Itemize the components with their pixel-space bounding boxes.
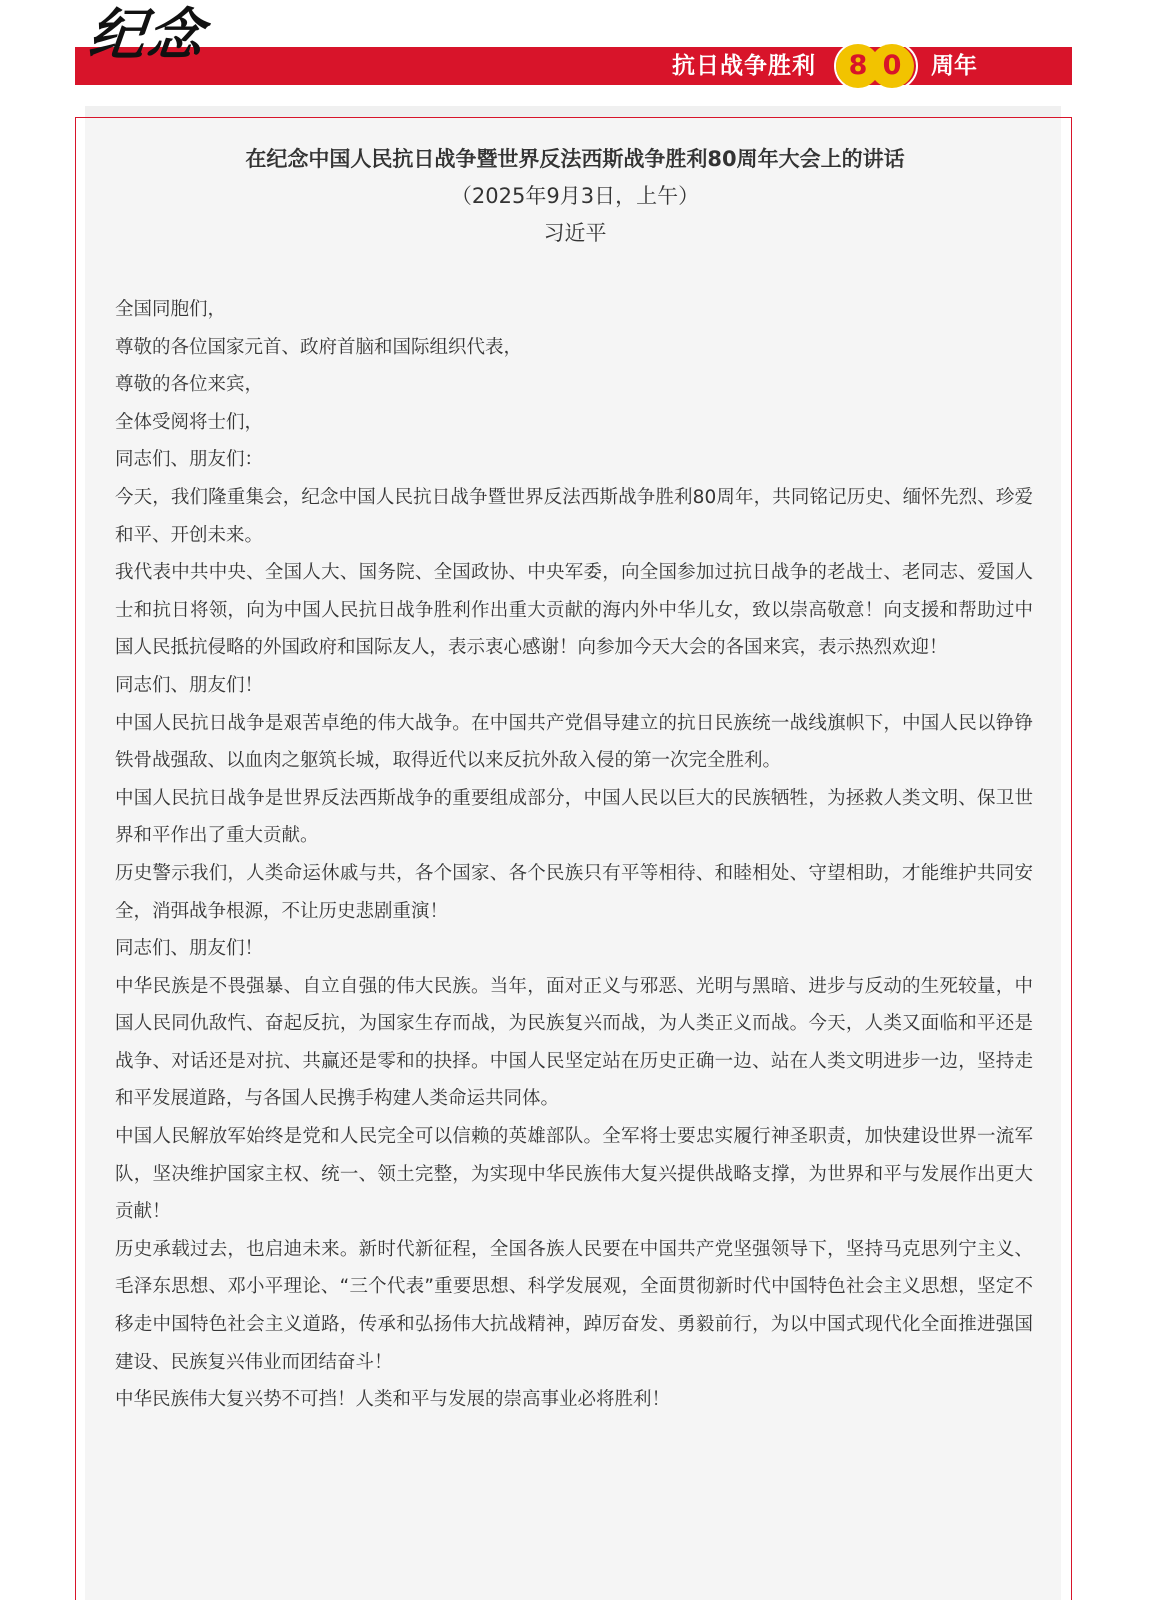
banner-red-bar [75,47,1072,85]
header-banner [75,0,1072,90]
banner-caption: 抗日战争胜利 [672,53,816,79]
paragraph: 历史承载过去，也启迪未来。新时代新征程，全国各族人民要在中国共产党坚强领导下，坚持马克思列宁主义、毛泽东思想、邓小平理论、“三个代表”重要思想、科学发展观，全面贯彻新时代中国特色社会主义思想，坚定不移走中国特色社会主义道路，传承和弘扬伟大抗战精神，踔厉奋发、勇毅前行，为以中国式现代化全面推进强国建设、民族复兴伟业而团结奋斗！ [115,1238,1033,1373]
paragraph: 全体受阅将士们， [115,411,264,433]
paragraph: 历史警示我们，人类命运休戚与共，各个国家、各个民族只有平等相待、和睦相处、守望相助，才能维护共同安全，消弭战争根源，不让历史悲剧重演！ [115,862,1033,922]
paragraph: 我代表中共中央、全国人大、国务院、全国政协、中央军委，向全国参加过抗日战争的老战士、老同志、爱国人士和抗日将领，向为中国人民抗日战争胜利作出重大贡献的海内外中华儿女，致以崇高敬意！向支援和帮助过中国人民抵抗侵略的外国政府和国际友人，表示衷心感谢！向参加今天大会的各国来宾，表示热烈欢迎！ [115,562,1033,659]
article-title: 在纪念中国人民抗日战争暨世界反法西斯战争胜利80周年大会上的讲话 [245,147,905,171]
anniversary-digit-1: 8 [836,44,880,88]
paragraph: 全国同胞们， [115,299,227,320]
anniversary-digit-2: 0 [870,44,914,88]
paragraph: 同志们、朋友们： [115,449,264,471]
paragraph: 今天，我们隆重集会，纪念中国人民抗日战争暨世界反法西斯战争胜利80周年，共同铭记历史、缅怀先烈、珍爱和平、开创未来。 [115,486,1033,546]
article-body [115,291,1033,1419]
paragraph: 同志们、朋友们！ [115,938,264,960]
paragraph: 中华民族是不畏强暴、自立自强的伟大民族。当年，面对正义与邪恶、光明与黑暗、进步与反动的生死较量，中国人民同仇敌忾、奋起反抗，为国家生存而战，为民族复兴而战，为人类正义而战。今天，人类又面临和平还是战争、对话还是对抗、共赢还是零和的抉择。中国人民坚定站在历史正确一边、站在人类文明进步一边，坚持走和平发展道路，与各国人民携手构建人类命运共同体。 [115,975,1033,1110]
article-author: 习近平 [543,221,607,245]
banner-logo: 纪念 [85,2,209,68]
paragraph: 尊敬的各位来宾， [115,374,264,396]
paragraph: 中国人民解放军始终是党和人民完全可以信赖的英雄部队。全军将士要忠实履行神圣职责，加快建设世界一流军队，坚决维护国家主权、统一、领土完整，为实现中华民族伟大复兴提供战略支撑，为世界和平与发展作出更大贡献！ [115,1126,1033,1223]
article-date: （2025年9月3日，上午） [450,184,700,208]
paragraph: 尊敬的各位国家元首、政府首脑和国际组织代表， [115,336,523,358]
paragraph: 中华民族伟大复兴势不可挡！人类和平与发展的崇高事业必将胜利！ [115,1389,671,1411]
paragraph: 中国人民抗日战争是艰苦卓绝的伟大战争。在中国共产党倡导建立的抗日民族统一战线旗帜下，中国人民以铮铮铁骨战强敌、以血肉之躯筑长城，取得近代以来反抗外敌入侵的第一次完全胜利。 [115,712,1033,772]
paragraph: 同志们、朋友们！ [115,674,264,696]
banner-suffix: 周年 [931,53,977,79]
paragraph: 中国人民抗日战争是世界反法西斯战争的重要组成部分，中国人民以巨大的民族牺牲，为拯救人类文明、保卫世界和平作出了重大贡献。 [115,787,1033,847]
